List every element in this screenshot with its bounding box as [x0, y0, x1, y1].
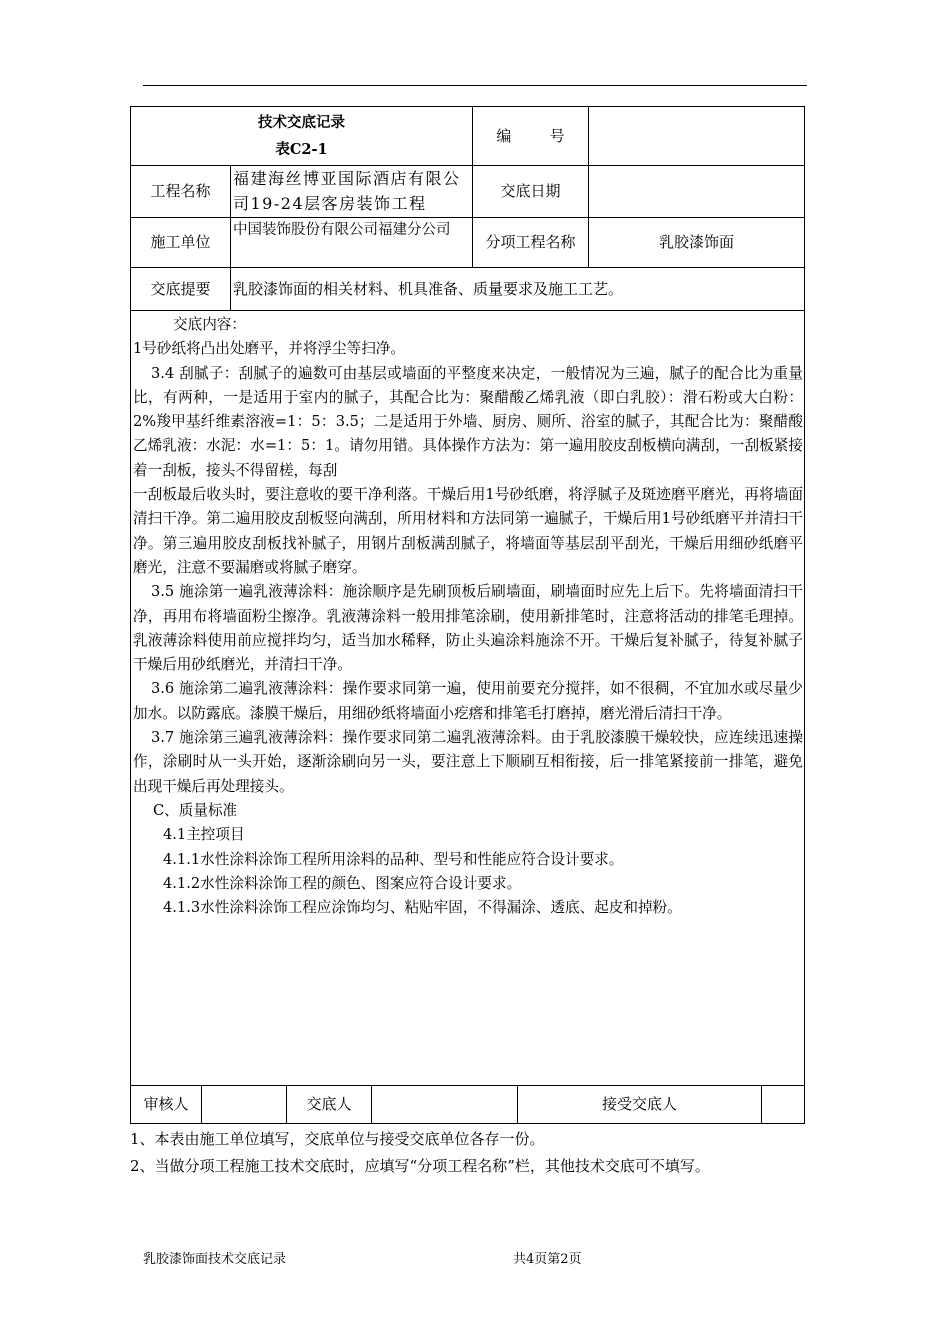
reviewer-signature[interactable]: [202, 1086, 286, 1123]
content-paragraph: [133, 677, 803, 726]
quality-item: 4.1.2水性涂料涂饰工程的颜色、图案应符合设计要求。: [163, 874, 522, 892]
unit-label: 施工单位: [150, 233, 211, 251]
receiver-signature[interactable]: [762, 1086, 804, 1123]
note-1: 1、本表由施工单位填写，交底单位与接受交底单位各存一份。: [130, 1130, 545, 1148]
subproject-label: 分项工程名称: [485, 233, 576, 251]
project-label: 工程名称: [150, 182, 211, 200]
col-divider: [230, 165, 231, 310]
summary-text: 乳胶漆饰面的相关材料、机具准备、质量要求及施工工艺。: [233, 279, 624, 298]
discloser-signature[interactable]: [372, 1086, 517, 1123]
quality-heading: C、质量标准: [153, 801, 238, 819]
subproject-name: 乳胶漆饰面: [658, 233, 734, 251]
row-divider: [131, 310, 804, 311]
form-title-main: 技术交底记录: [258, 114, 345, 131]
step-3-6: 3.6 施涂第二遍乳液薄涂料：操作要求同第一遍，使用前要充分搅拌，如不很稠，不宜加水或尽量少加水。以防露底。漆膜干燥后，用细砂纸将墙面小疙瘩和排笔毛打磨掉，磨光滑后清扫干净。: [133, 680, 803, 722]
receiver-label: 接受交底人: [601, 1095, 677, 1113]
main-items-heading: 4.1主控项目: [163, 826, 245, 844]
date-label: 交底日期: [500, 182, 561, 200]
step-3-4: 3.4 刮腻子：刮腻子的遍数可由基层或墙面的平整度来决定，一般情况为三遍，腻子的配合比为重量比，有两种，一是适用于室内的腻子，其配合比为：聚醋酸乙烯乳液（即白乳胶）：滑石粉或大白粉：2%羧甲基纤维素溶液=1：5：3.5；二是适用于外墙、厨房、厕所、浴室的腻子，其配合比为：聚醋酸乙烯乳液：水泥：水=1：5：1。请勿用错。具体操作方法为：第一遍用胶皮刮板横向满刮，一刮板紧接着一刮板，接头不得留槎，每刮: [133, 364, 803, 479]
summary-label: 交底提要: [150, 279, 211, 298]
step-3-5: 3.5 施涂第一遍乳液薄涂料：施涂顺序是先刷顶板后刷墙面，刷墙面时应先上后下。先将墙面清扫干净，再用布将墙面粉尘擦净。乳液薄涂料一般用排笔涂刷，使用新排笔时，注意将活动的排笔毛理掉。乳液薄涂料使用前应搅拌均匀，适当加水稀释，防止头遍涂料施涂不开。干燥后复补腻子，待复补腻子干燥后用砂纸磨光，并清扫干净。: [133, 583, 803, 674]
content-paragraph: 1号砂纸将凸出处磨平，并将浮尘等扫净。: [133, 340, 405, 358]
number-value: [589, 107, 804, 165]
discloser-label: 交底人: [306, 1095, 352, 1113]
footer-title: 乳胶漆饰面技术交底记录: [143, 1252, 287, 1267]
quality-item: 4.1.3水性涂料涂饰工程应涂饰均匀、粘贴牢固，不得漏涂、透底、起皮和掉粉。: [163, 899, 682, 917]
disclosure-form: [130, 106, 805, 1124]
footer-page-info: 共4页第2页: [513, 1252, 582, 1267]
reviewer-label: 审核人: [143, 1095, 189, 1113]
form-title-code: 表C2-1: [275, 141, 328, 158]
content-paragraph: [133, 580, 803, 677]
unit-name: 中国装饰股份有限公司福建分公司: [233, 222, 451, 238]
number-label: 编 号: [496, 126, 565, 145]
date-value: [589, 166, 804, 217]
step-3-7: 3.7 施涂第三遍乳液薄涂料：操作要求同第二遍乳液薄涂料。由于乳胶漆膜干燥较快，应连续迅速操作，涂刷时从一头开始，逐渐涂刷向另一头，要注意上下顺刷互相衔接，后一排笔紧接前一排笔，避免出现干燥后再处理接头。: [133, 729, 803, 795]
content-paragraph: [133, 362, 803, 483]
content-paragraph: [133, 726, 803, 799]
note-2: 2、当做分项工程施工技术交底时，应填写“分项工程名称”栏，其他技术交底可不填写。: [130, 1157, 710, 1175]
disclosure-content: [133, 313, 803, 920]
project-name: 福建海丝博亚国际酒店有限公司19-24层客房装饰工程: [233, 169, 461, 213]
quality-item: 4.1.1水性涂料涂饰工程所用涂料的品种、型号和性能应符合设计要求。: [163, 850, 624, 868]
content-paragraph: 一刮板最后收头时，要注意收的要干净利落。干燥后用1号砂纸磨，将浮腻子及斑迹磨平磨光，再将墙面清扫干净。第二遍用胶皮刮板竖向满刮，所用材料和方法同第一遍腻子，干燥后用1号砂纸磨平并清扫干净。第三遍用胶皮刮板找补腻子，用钢片刮板满刮腻子，将墙面等基层刮平刮光，干燥后用细砂纸磨平磨光，注意不要漏磨或将腻子磨穿。: [133, 486, 803, 576]
content-heading: 交底内容：: [173, 316, 246, 333]
header-rule: [143, 85, 807, 86]
form-notes: [130, 1126, 710, 1180]
form-title: [131, 107, 472, 165]
